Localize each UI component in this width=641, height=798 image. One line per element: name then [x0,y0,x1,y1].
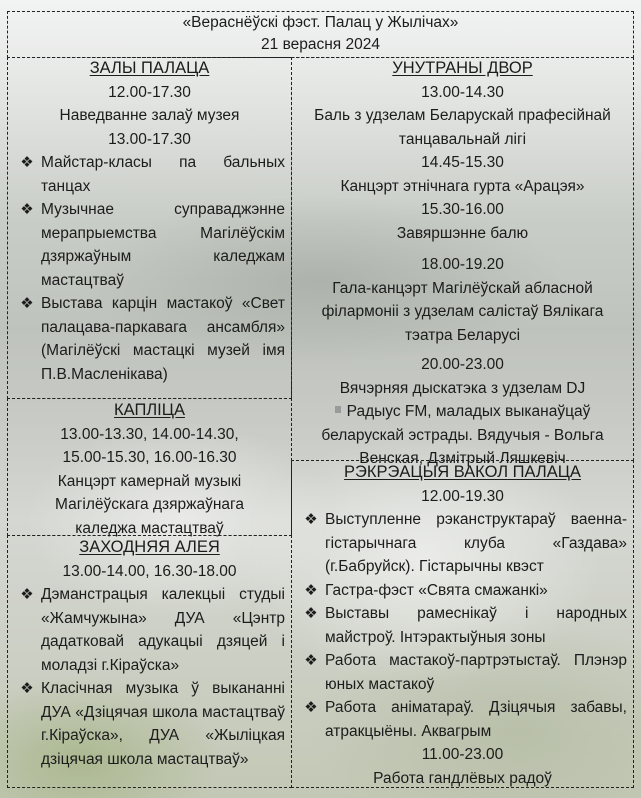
time: 13.00-13.30, 14.00-14.30, [60,425,239,443]
section-title-halls: ЗАЛЫ ПАЛАЦА [89,59,210,77]
four-diamond-bullet-icon: ❖ [20,295,34,312]
event: Магілёўскага дзяржаўнага [55,496,244,513]
section-title-courtyard: УНУТРАНЫ ДВОР [392,59,533,77]
time: 14.45-15.30 [421,154,504,171]
four-diamond-bullet-icon: ❖ [304,581,318,599]
courtyard-section [292,57,633,471]
square-bullet-icon [335,406,341,413]
time: 15.30-16.00 [421,201,504,218]
event-with-marker: Радыус FM, маладых выканаўцаў [292,400,633,424]
section-title-recreation: РЭКРЭАЦЫЯ ВАКОЛ ПАЛАЦА [344,463,581,481]
halls-section [8,57,291,386]
event: танцавальнай лігі [398,130,527,148]
event: Наведванне залаў музея [59,107,240,124]
list-item: ❖ Выстава карцін мастакоў «Свет палацава-паркавага ансамбля» (Магілёўскі мастацкі музей імя П.В.Масленікава) [8,292,291,386]
event: Гала-канцэрт Магілёўскай абласной [332,279,593,297]
poster-header [7,11,634,57]
four-diamond-bullet-icon: ❖ [20,586,34,603]
four-diamond-bullet-icon: ❖ [304,652,318,669]
list-item: ❖ Майстар-класы па бальных танцах [8,151,291,198]
recreation-list [292,508,633,743]
time: 20.00-23.00 [421,356,504,373]
festival-date: 21 верасня 2024 [261,36,380,53]
event: Завяршэнне балю [396,224,529,242]
recreation-section [292,461,633,790]
halls-list [8,151,291,386]
west-alley-section [8,536,291,771]
list-item: ❖ Работа аніматараў. Дзіцячыя забавы, атракцыёны. Аквагрым [292,696,633,743]
four-diamond-bullet-icon: ❖ [20,680,34,697]
event: Канцэрт камернай музыкі [57,472,242,490]
time: 12.00-17.30 [108,83,191,101]
event: філармоніі з удзелам салістаў Вялікага [321,303,604,320]
four-diamond-bullet-icon: ❖ [304,605,318,622]
time: 13.00-14.30 [421,83,504,101]
four-diamond-bullet-icon: ❖ [304,511,318,528]
list-item: ❖ Дэманстрацыя калекцыі студыі «Жамчужына» ДУА «Цэнтр дадатковай адукацыі дзяцей і моладзі г.Кіраўска» [8,583,291,677]
festival-title: «Вераснёўскі фэст. Палац у Жылічах» [182,14,459,31]
time: 11.00-23.00 [421,746,504,763]
event: каледжа мастацтваў [75,519,224,537]
event: Канцэрт этнічнага гурта «Арацэя» [340,177,585,195]
chapel-section [8,399,291,540]
section-title-chapel: КАПЛІЦА [114,401,185,419]
time: 13.00-17.30 [108,130,191,148]
event: беларускай эстрады. Вядучыя - Вольга [321,426,604,444]
time: 12.00-19.30 [421,487,504,505]
time: 15.00-15.30, 16.00-16.30 [62,449,237,466]
list-item: ❖ Гастра-фэст «Свята смажанкі» [292,579,633,603]
time: 13.00-14.00, 16.30-18.00 [62,562,237,580]
event: Работа гандлёвых радоў [373,769,552,787]
event: Вячэрняя дыскатэка з удзелам DJ [339,379,586,397]
section-title-west-alley: ЗАХОДНЯЯ АЛЕЯ [79,538,220,556]
time: 18.00-19.20 [421,256,504,273]
event: Баль з удзелам Беларускай прафесійнай [314,107,611,124]
list-item: ❖ Выступленне рэканструктараў ваенна-гістарычнага клуба «Газдава» (г.Бабруйск). Гістарычны квэст [292,508,633,579]
list-item: ❖ Выставы рамеснікаў і народных майстроў. Інтэрактыўныя зоны [292,602,633,649]
four-diamond-bullet-icon: ❖ [20,154,34,171]
west-alley-list [8,583,291,771]
list-item: ❖ Работа мастакоў-партрэтыстаў. Плэнэр юных мастакоў [292,649,633,696]
list-item: ❖ Класічная музыка ў выкананні ДУА «Дзіцячая школа мастацтваў г.Кіраўска», ДУА «Жыліцкая дзіцячая школа мастацтваў» [8,677,291,771]
event: тэатра Беларусі [404,326,521,344]
four-diamond-bullet-icon: ❖ [304,699,318,716]
event: Венская, Дзмітрый Ляшкевіч [359,450,566,467]
list-item: ❖ Музычнае суправаджэнне мерапрыемства Магілёўскім дзяржаўным каледжам мастацтваў [8,198,291,292]
four-diamond-bullet-icon: ❖ [20,201,34,218]
